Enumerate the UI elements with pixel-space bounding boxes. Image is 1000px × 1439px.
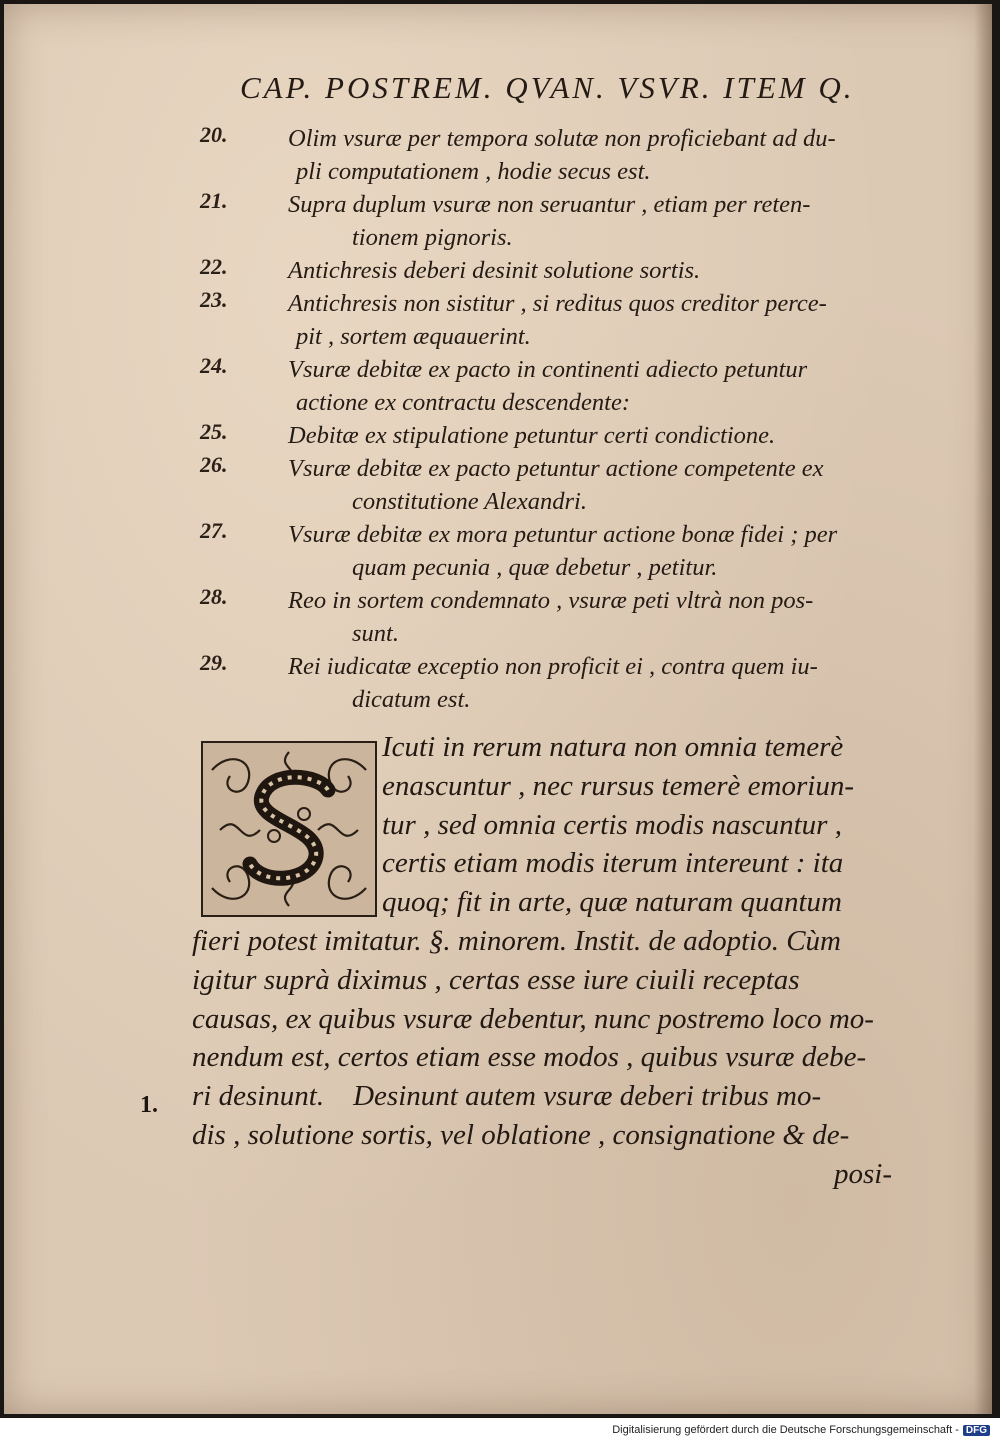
summary-text [288,452,900,518]
summary-line: Debitæ ex stipulatione petuntur certi condictione. [288,422,776,449]
summary-item [200,188,900,254]
summary-list [200,122,900,716]
body-line: nendum est, certos etiam esse modos , quibus vsuræ debe- [192,1041,867,1074]
summary-line: quam pecunia , quæ debetur , petitur. [352,554,718,581]
binding-edge [974,4,992,1414]
summary-line: Olim vsuræ per tempora solutæ non proficiebant ad du- [288,125,836,152]
summary-number: 20. [200,122,228,147]
summary-item [200,122,900,188]
body-line: Icuti in rerum natura non omnia temerè [382,731,844,763]
summary-number: 21. [200,188,228,213]
summary-item [200,419,900,452]
summary-item [200,584,900,650]
summary-item [200,518,900,584]
summary-text [288,254,900,287]
summary-item [200,287,900,353]
summary-text [288,419,900,452]
body-line: ri desinunt. Desinunt autem vsuræ deberi tribus mo- [192,1080,822,1113]
summary-number: 27. [200,518,228,543]
summary-number: 23. [200,287,228,312]
catchword: posi- [834,1157,892,1190]
summary-text [288,287,900,353]
body-line: causas, ex quibus vsuræ debentur, nunc postremo loco mo- [192,1002,874,1035]
summary-line: Vsuræ debitæ ex mora petuntur actione bonæ fidei ; per [288,521,838,548]
summary-item [200,452,900,518]
summary-number: 28. [200,584,228,609]
body-line: enascuntur , nec rursus temerè emoriun- [382,769,854,802]
body-line: igitur suprà diximus , certas esse iure ciuili receptas [192,963,800,996]
summary-text [288,584,900,650]
summary-line: Vsuræ debitæ ex pacto in continenti adiecto petuntur [288,356,808,383]
summary-item [200,353,900,419]
summary-item [200,254,900,287]
body-line: quoq; fit in arte, quæ naturam quantum [382,886,842,919]
summary-line: Rei iudicatæ exceptio non proficit ei , contra quem iu- [288,653,818,680]
footer-text: Digitalisierung gefördert durch die Deutsche Forschungsgemeinschaft - [612,1424,959,1436]
body-line: tur , sed omnia certis modis nascuntur , [382,808,842,841]
summary-line: Antichresis non sistitur , si reditus quos creditor perce- [288,290,827,317]
summary-number: 24. [200,353,228,378]
summary-number: 26. [200,452,228,477]
summary-text [288,650,900,716]
dfg-logo-icon: DFG [963,1425,990,1436]
summary-line: Reo in sortem condemnato , vsuræ peti vltrà non pos- [288,587,814,614]
running-head: CAP. POSTREM. QVAN. VSVR. ITEM Q. [240,70,855,105]
summary-line: tionem pignoris. [352,224,513,251]
body-line: dis , solutione sortis, vel oblatione , consignatione & de- [192,1118,850,1151]
summary-line: pit , sortem æquauerint. [296,323,531,350]
summary-text [288,188,900,254]
body-line: certis etiam modis iterum intereunt : ita [382,847,844,880]
margin-number: 1. [140,1092,158,1118]
summary-line: dicatum est. [352,686,471,713]
summary-line: constitutione Alexandri. [352,488,587,515]
summary-number: 29. [200,650,228,675]
body-text [192,728,892,1194]
summary-line: sunt. [352,620,399,647]
summary-line: Vsuræ debitæ ex pacto petuntur actione competente ex [288,455,824,482]
summary-line: pli computationem , hodie secus est. [296,158,651,185]
summary-text [288,353,900,419]
summary-item [200,650,900,716]
summary-text [288,518,900,584]
summary-line: Supra duplum vsuræ non seruantur , etiam per reten- [288,191,811,218]
summary-number: 22. [200,254,228,279]
summary-line: Antichresis deberi desinit solutione sortis. [288,257,701,284]
body-line: fieri potest imitatur. §. minorem. Instit. de adoptio. Cùm [192,924,842,957]
footer [612,1424,990,1436]
summary-number: 25. [200,419,228,444]
summary-line: actione ex contractu descendente: [296,389,631,416]
summary-text [288,122,900,188]
